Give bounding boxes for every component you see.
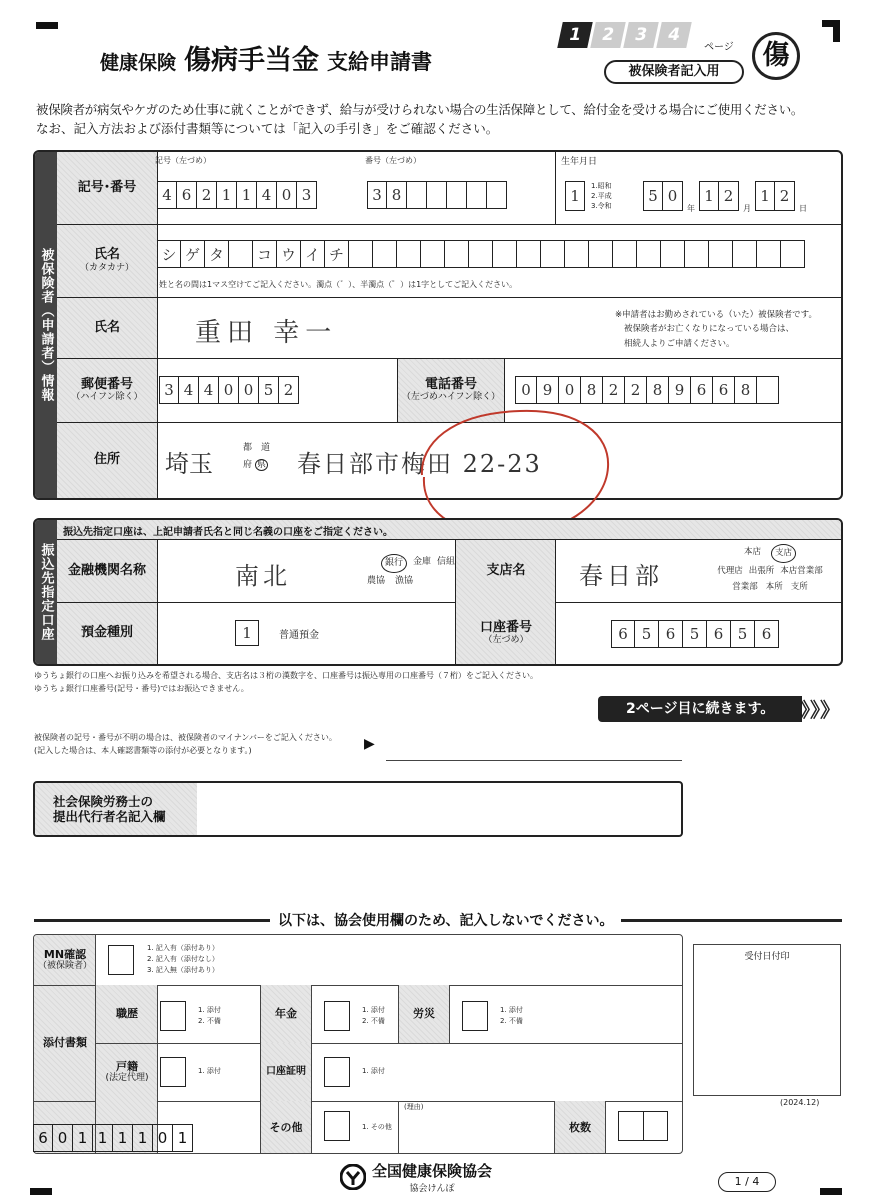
char-cell[interactable]: 6 — [713, 376, 735, 404]
registration-mark — [820, 1188, 842, 1195]
char-cell[interactable]: チ — [325, 240, 349, 268]
char-cell[interactable] — [517, 240, 541, 268]
insured-side-label: 被保険者（申請者）情報 — [35, 152, 57, 498]
sharoushi-box — [33, 781, 683, 837]
number-cell[interactable] — [487, 181, 507, 209]
number-cell[interactable] — [407, 181, 427, 209]
symbol-cell[interactable]: 1 — [217, 181, 237, 209]
mn-box — [108, 945, 134, 975]
number-cell[interactable]: 8 — [387, 181, 407, 209]
char-cell[interactable] — [229, 240, 253, 268]
year-unit: 年 — [687, 204, 695, 213]
org-name: 全国健康保険協会 — [372, 1162, 493, 1180]
kana-cells[interactable] — [157, 240, 805, 268]
continue-arrows: 》》》 — [800, 698, 840, 722]
bank-notice: 振込先指定口座は、上記申請者氏名と同じ名義の口座をご指定ください。 — [57, 520, 843, 540]
char-cell[interactable] — [349, 240, 373, 268]
type-branch[interactable]: 支店 — [771, 544, 796, 563]
char-cell[interactable] — [733, 240, 757, 268]
char-cell[interactable] — [757, 240, 781, 268]
attach-label: 添付書類 — [43, 1036, 87, 1050]
stamp-box — [693, 944, 841, 1096]
symbol-cell[interactable]: 4 — [157, 181, 177, 209]
org-sub: 協会けんぽ — [409, 1184, 455, 1194]
symbol-number-label: 記号･番号 — [77, 180, 137, 196]
char-cell[interactable] — [565, 240, 589, 268]
char-cell[interactable]: 9 — [669, 376, 691, 404]
symbol-cell[interactable]: 6 — [177, 181, 197, 209]
name-label: 氏名 — [93, 319, 120, 335]
char-cell[interactable]: 8 — [735, 376, 757, 404]
address-detail[interactable]: 春日部市梅田 22-23 — [297, 450, 542, 478]
name-note: ※申請者はお勤めされている（いた）被保険者です。 被保険者がお亡くなりになっている場合は、 相続人よりご申請ください。 — [615, 310, 817, 349]
arrow-icon: ▶ — [364, 736, 375, 752]
institution-types[interactable]: 銀行 金庫 信組 農協 漁協 — [325, 554, 455, 590]
symbol-cell[interactable]: 2 — [197, 181, 217, 209]
account-type-text: 普通預金 — [279, 630, 319, 641]
page-label: ページ — [704, 42, 734, 53]
char-cell[interactable] — [757, 376, 779, 404]
birth-day[interactable]: 1 2 — [755, 181, 795, 211]
bank-section — [33, 518, 843, 666]
my-number-line[interactable] — [386, 760, 682, 761]
char-cell[interactable] — [613, 240, 637, 268]
birth-year[interactable]: 5 0 — [643, 181, 683, 211]
page-4: 4 — [656, 22, 692, 48]
account-type-label: 預金種別 — [80, 625, 133, 641]
char-cell[interactable]: ウ — [277, 240, 301, 268]
char-cell[interactable]: 0 — [515, 376, 537, 404]
char-cell[interactable]: 2 — [625, 376, 647, 404]
symbol-cells[interactable] — [157, 181, 317, 209]
symbol-cell[interactable]: 0 — [277, 181, 297, 209]
page-1: 1 — [557, 22, 593, 48]
address-label: 住所 — [93, 452, 120, 468]
role-badge: 被保険者記入用 — [604, 60, 744, 84]
mn-options: 1. 記入有（添付あり） 2. 記入有（添付なし） 3. 記入無（添付あり） — [147, 944, 219, 974]
name-value[interactable]: 重田 幸一 — [195, 318, 338, 348]
char-cell[interactable] — [637, 240, 661, 268]
kana-note: 姓と名の間は1マス空けてご記入ください。濁点（゛）、半濁点（゜）は1字としてご記入ください。 — [159, 280, 518, 289]
sharoushi-input[interactable] — [197, 783, 683, 835]
char-cell[interactable]: 0 — [559, 376, 581, 404]
my-number-note: 被保険者の記号・番号が不明の場合は、被保険者のマイナンバーをご記入ください。 (記入した場合は、本人確認書類等の添付が必要となります。) — [34, 733, 337, 755]
account-number-cells[interactable]: 6 5 6 5 6 5 6 — [611, 620, 779, 648]
title-suffix: 支給申請書 — [327, 50, 433, 74]
symbol-cell[interactable]: 4 — [257, 181, 277, 209]
char-cell[interactable] — [445, 240, 469, 268]
registration-mark — [833, 20, 840, 42]
char-cell[interactable] — [493, 240, 517, 268]
char-cell[interactable]: 8 — [647, 376, 669, 404]
registration-mark — [30, 1188, 52, 1195]
type-bank[interactable]: 銀行 — [381, 554, 407, 573]
char-cell[interactable]: 9 — [537, 376, 559, 404]
footer-logo — [340, 1160, 492, 1194]
char-cell[interactable]: 8 — [581, 376, 603, 404]
char-cell[interactable] — [709, 240, 733, 268]
char-cell[interactable] — [541, 240, 565, 268]
char-cell[interactable] — [781, 240, 805, 268]
stamp-label: 受付日付印 — [744, 952, 790, 962]
pref-suffix: 都 道 府 県 — [243, 443, 271, 471]
char-cell[interactable] — [661, 240, 685, 268]
char-cell[interactable] — [421, 240, 445, 268]
era-value[interactable]: 1 — [565, 181, 585, 211]
page-3: 3 — [623, 22, 659, 48]
number-cell[interactable]: 3 — [367, 181, 387, 209]
char-cell[interactable] — [589, 240, 613, 268]
koseki-label: 戸籍 (法定代理) — [105, 1060, 149, 1084]
form-title — [100, 38, 432, 77]
account-type-cell[interactable]: 1 — [235, 620, 259, 646]
title-main: 傷病手当金 — [184, 45, 320, 76]
number-hint: 番号（左づめ） — [365, 156, 421, 165]
postal-cells[interactable]: 3 4 4 0 0 5 2 — [159, 376, 299, 404]
account-number-label: 口座番号 （左づめ） — [479, 619, 532, 646]
continue-banner: 2ページ目に続きます。 — [598, 696, 802, 722]
era-options: 1.昭和 2.平成 3.令和 — [591, 182, 612, 211]
symbol-cell[interactable]: 1 — [237, 181, 257, 209]
page-2: 2 — [590, 22, 626, 48]
symbol-hint: 記号（左づめ） — [155, 156, 211, 165]
number-cells[interactable] — [367, 181, 507, 209]
intro-line-2: なお、記入方法および添付書類等については「記入の手引き」をご確認ください。 — [36, 121, 499, 136]
char-cell[interactable] — [685, 240, 709, 268]
char-cell[interactable]: 6 — [691, 376, 713, 404]
sharoushi-label: 社会保険労務士の 提出代行者名記入欄 — [35, 783, 197, 835]
symbol-cell[interactable]: 3 — [297, 181, 317, 209]
bank-note: ゆうちょ銀行の口座へお振り込みを希望される場合、支店名は３桁の漢数字を、口座番号は振込専用の口座番号（７桁）をご記入ください。 ゆうちょ銀行口座番号(記号・番号)ではお振込できません。 — [34, 671, 538, 693]
kana-label: 氏名 （カタカナ） — [79, 247, 134, 273]
intro-line-1: 被保険者が病気やケガのため仕事に就くことができず、給与が受けられない場合の生活保障として、給付金を受ける場合にご使用ください。 — [36, 102, 804, 117]
phone-cells[interactable] — [515, 376, 779, 404]
koza-label: 口座証明 — [260, 1043, 312, 1101]
month-unit: 月 — [743, 204, 751, 213]
branch-label: 支店名 — [486, 563, 526, 579]
rousai-label: 労災 — [398, 985, 450, 1043]
title-prefix: 健康保険 — [100, 52, 177, 74]
bank-side-label: 振込先指定口座 — [35, 520, 57, 664]
number-cell[interactable] — [447, 181, 467, 209]
char-cell[interactable] — [469, 240, 493, 268]
day-unit: 日 — [799, 204, 807, 213]
nenkin-label: 年金 — [260, 985, 312, 1043]
postal-label: 郵便番号 （ハイフン除く） — [71, 376, 143, 403]
char-cell[interactable] — [397, 240, 421, 268]
char-cell[interactable]: シ — [157, 240, 181, 268]
char-cell[interactable]: ゲ — [181, 240, 205, 268]
birth-month[interactable]: 1 2 — [699, 181, 739, 211]
office-divider: 以下は、協会使用欄のため、記入しないでください。 — [270, 910, 621, 930]
char-cell[interactable] — [373, 240, 397, 268]
branch-types[interactable]: 本店 支店 代理店 出張所 本店営業部 営業部 本所 支所 — [695, 544, 843, 596]
mn-label: MN確認 （被保険者） — [37, 948, 92, 972]
maisu-label: 枚数 — [554, 1101, 606, 1154]
branch-value[interactable]: 春日部 — [579, 562, 663, 590]
sonota-label: その他 — [260, 1101, 312, 1154]
shokureki-label: 職歴 — [116, 1007, 138, 1021]
office-code: 6 0 1 1 1 1 0 1 — [33, 1124, 193, 1152]
char-cell[interactable]: 2 — [603, 376, 625, 404]
number-cell[interactable] — [427, 181, 447, 209]
kyokai-logo-icon — [340, 1164, 366, 1190]
number-cell[interactable] — [467, 181, 487, 209]
char-cell[interactable]: タ — [205, 240, 229, 268]
institution-label: 金融機関名称 — [67, 563, 146, 579]
address-prefecture[interactable]: 埼玉 — [165, 450, 213, 478]
char-cell[interactable]: イ — [301, 240, 325, 268]
institution-value[interactable]: 南北 — [235, 562, 291, 590]
office-table: MN確認 （被保険者） 1. 記入有（添付あり） 2. 記入有（添付なし） 3. 記入無（添付あり） 添付書類 職歴 1. 添付 2. 不備 年金 1. 添付 2. 不備 労災 1. 添付 2. 不備 戸籍 (法定代理) 1. 添付 口座証明 1. 添付 その他 1. その他 (理由) 枚数 — [33, 934, 683, 1154]
form-mark: 傷 — [752, 32, 800, 80]
page-number: 1 / 4 — [718, 1172, 776, 1192]
phone-label: 電話番号 （左づめハイフン除く） — [401, 376, 501, 403]
registration-mark — [36, 22, 58, 29]
page-indicator — [560, 22, 689, 48]
birth-label: 生年月日 — [561, 157, 598, 167]
era-cell[interactable] — [565, 181, 585, 211]
char-cell[interactable]: コ — [253, 240, 277, 268]
version: (2024.12) — [780, 1098, 820, 1107]
